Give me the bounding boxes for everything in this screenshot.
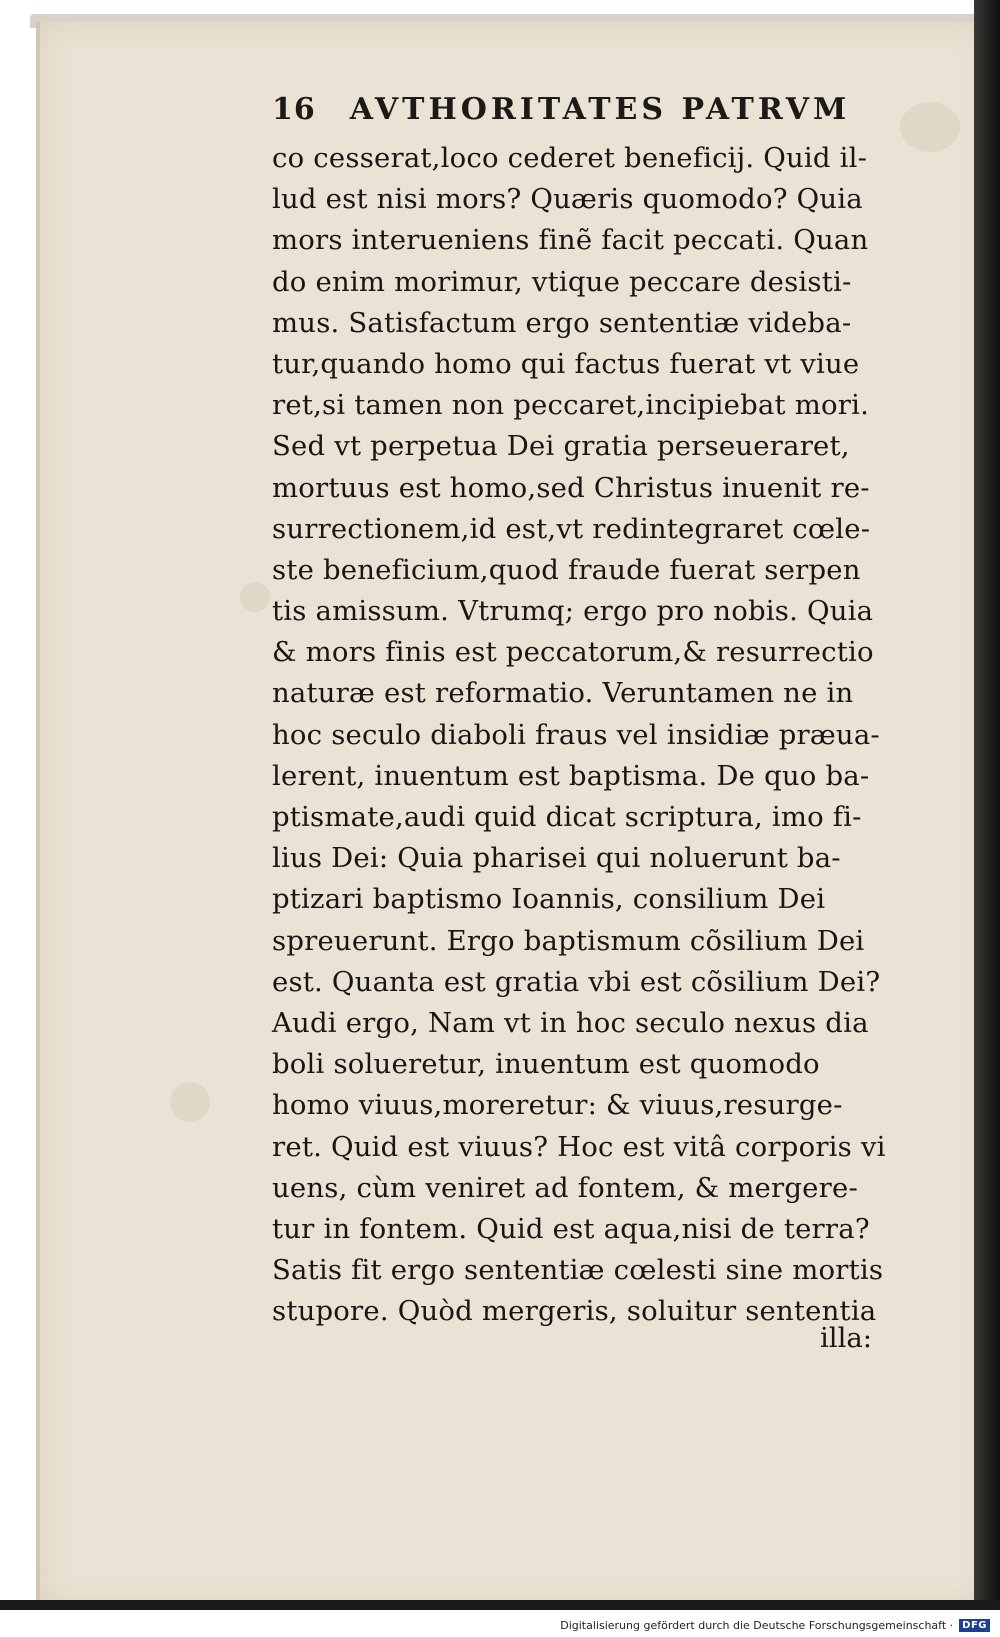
digitization-credit [0,1614,1000,1637]
text-line: boli solueretur, inuentum est quomodo [272,1048,820,1081]
text-line: co cesserat,loco cederet beneficij. Quid il- [272,142,868,174]
dfg-logo-icon: DFG [959,1619,990,1632]
text-line: tis amissum. Vtrumq; ergo pro nobis. Quia [272,595,874,628]
text-line: mors interueniens finẽ facit peccati. Quan [272,224,869,257]
text-line: ptismate,audi quid dicat scriptura, imo fi- [272,801,862,833]
body-text [272,138,912,1332]
text-line: stupore. Quòd mergeris, soluitur sententia [272,1295,877,1328]
running-head-title: AVTHORITATES PATRVM [349,92,851,127]
text-line: tur in fontem. Quid est aqua,nisi de terra? [272,1212,870,1245]
text-line: & mors finis est peccatorum,& resurrectio [272,636,874,669]
text-line: homo viuus,moreretur: & viuus,resurge- [272,1089,843,1122]
text-line: mortuus est homo,sed Christus inuenit re- [272,471,870,504]
foxing-stain [240,582,270,612]
catchword: illa: [820,1322,873,1354]
page-number: 16 [272,92,316,127]
page-bottom-shadow [0,1600,1000,1610]
text-line: Satis fit ergo sententiæ cœlesti sine mortis [272,1254,884,1287]
text-line: Audi ergo, Nam vt in hoc seculo nexus dia [272,1006,869,1039]
text-line: est. Quanta est gratia vbi est cõsilium Dei? [272,965,881,998]
text-line: uens, cùm veniret ad fontem, & mergere- [272,1171,858,1204]
text-line: ret,si tamen non peccaret,incipiebat mori. [272,389,870,422]
text-line: surrectionem,id est,vt redintegraret cœle- [272,512,871,545]
text-line: ret. Quid est viuus? Hoc est vitâ corporis vi [272,1130,886,1163]
text-line: lius Dei: Quia pharisei qui noluerunt ba- [272,842,841,875]
text-line: ste beneficium,quod fraude fuerat serpen [272,553,861,586]
page-gutter-shadow [974,0,1000,1610]
foxing-stain [170,1082,210,1122]
text-line: Sed vt perpetua Dei gratia perseueraret, [272,430,850,463]
text-line: tur,quando homo qui factus fuerat vt viue [272,347,860,380]
text-line: lerent, inuentum est baptisma. De quo ba- [272,759,870,792]
text-line: naturæ est reformatio. Veruntamen ne in [272,677,854,710]
text-line: mus. Satisfactum ergo sententiæ videba- [272,306,852,339]
text-line: hoc seculo diaboli fraus vel insidiæ præua- [272,718,880,751]
text-line: ptizari baptismo Ioannis, consilium Dei [272,883,826,916]
text-line: spreuerunt. Ergo baptismum cõsilium Dei [272,924,865,957]
text-line: do enim morimur, vtique peccare desisti- [272,265,852,298]
text-line: lud est nisi mors? Quæris quomodo? Quia [272,183,863,216]
running-head [272,92,882,142]
credit-text: Digitalisierung gefördert durch die Deutsche Forschungsgemeinschaft · [560,1619,954,1632]
